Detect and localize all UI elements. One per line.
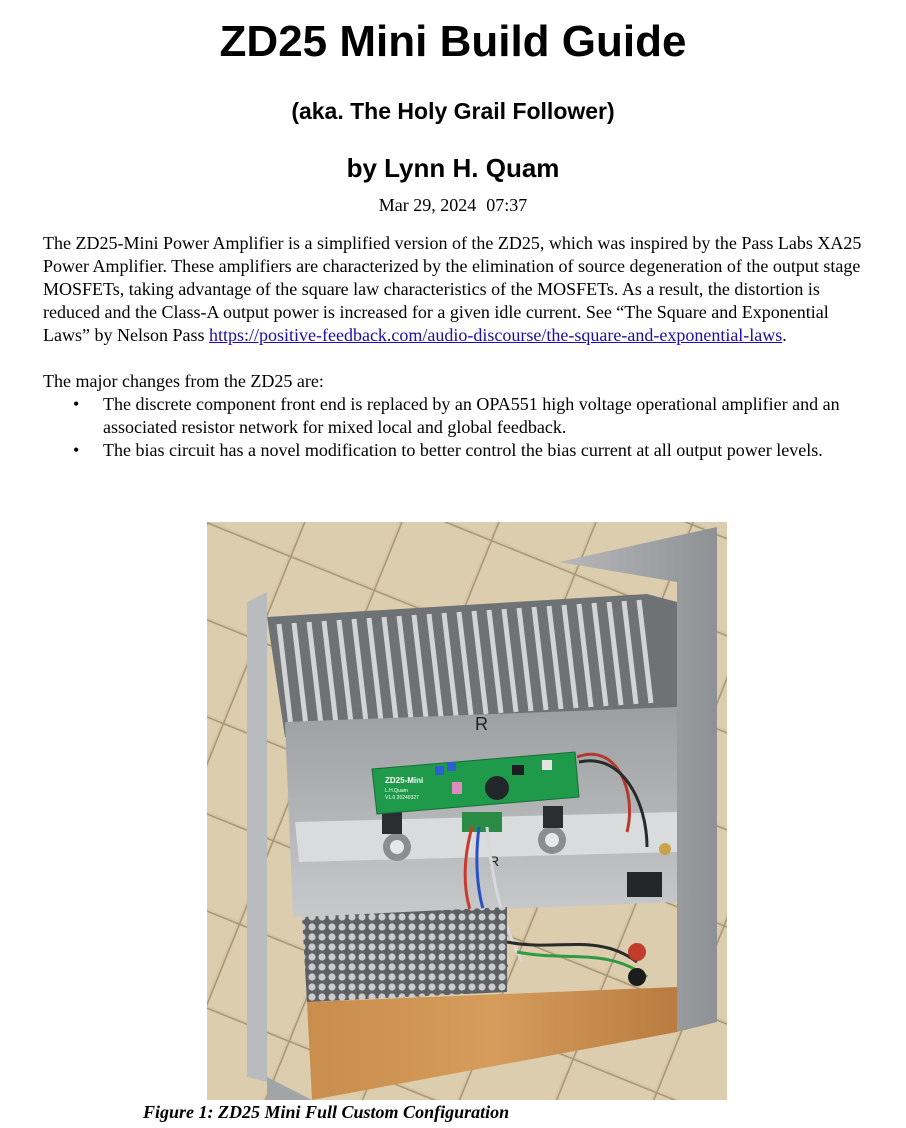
speaker-terminal-red: [628, 943, 646, 961]
intro-paragraph: [43, 232, 865, 347]
document-subtitle: (aka. The Holy Grail Follower): [291, 98, 615, 124]
document-author: by Lynn H. Quam: [346, 153, 560, 183]
input-jack: [659, 843, 671, 855]
changes-list: [43, 393, 865, 462]
date-text: Mar 29, 2024: [378, 195, 477, 215]
document-body: [43, 232, 865, 462]
iec-inlet: [627, 872, 662, 897]
document-date: [0, 194, 906, 216]
changes-heading: The major changes from the ZD25 are:: [43, 371, 324, 391]
power-supply: [302, 907, 507, 1002]
pcb-sub2: V1.0 20240327: [385, 795, 419, 801]
left-panel: [247, 592, 267, 1082]
marker-bottom: R: [489, 853, 500, 869]
marker-top: R: [475, 714, 488, 734]
speaker-terminal-black: [628, 968, 646, 986]
mosfet-right: [543, 806, 563, 828]
mosfet-left: [382, 812, 402, 834]
document-title: ZD25 Mini Build Guide: [219, 17, 687, 66]
pcb-sub1: L.H.Quam: [385, 788, 408, 794]
time-text: 07:37: [486, 195, 528, 215]
square-law-link[interactable]: https://positive-feedback.com/audio-discourse/the-square-and-exponential-laws: [208, 325, 783, 345]
figure-caption: Figure 1: ZD25 Mini Full Custom Configuration: [143, 1102, 510, 1122]
amplifier-photo-illustration: [207, 522, 727, 1100]
intro-link-suffix: .: [782, 325, 787, 345]
pcb-label: ZD25-Mini: [385, 776, 424, 785]
list-item: • The discrete component front end is replaced by an OPA551 high voltage operational amplifier and an associated resistor network for mixed local and global feedback.: [43, 393, 865, 439]
list-item: • The bias circuit has a novel modification to better control the bias current at all output power levels.: [43, 439, 865, 462]
amplifier-photo: [207, 522, 727, 1100]
intro-text: The ZD25-Mini Power Amplifier is a simplified version of the ZD25, which was inspired by the Pass Labs XA25 Power Amplifier. These amplifiers are characterized by the elimination of source degeneration of the output stage MOSFETs, taking advantage of the square law characteristics of the MOSFETs. As a result, the distortion is reduced and the Class-A output power is increased for a given idle current. See “The Square and Exponential Laws” by Nelson Pass: [43, 233, 862, 345]
